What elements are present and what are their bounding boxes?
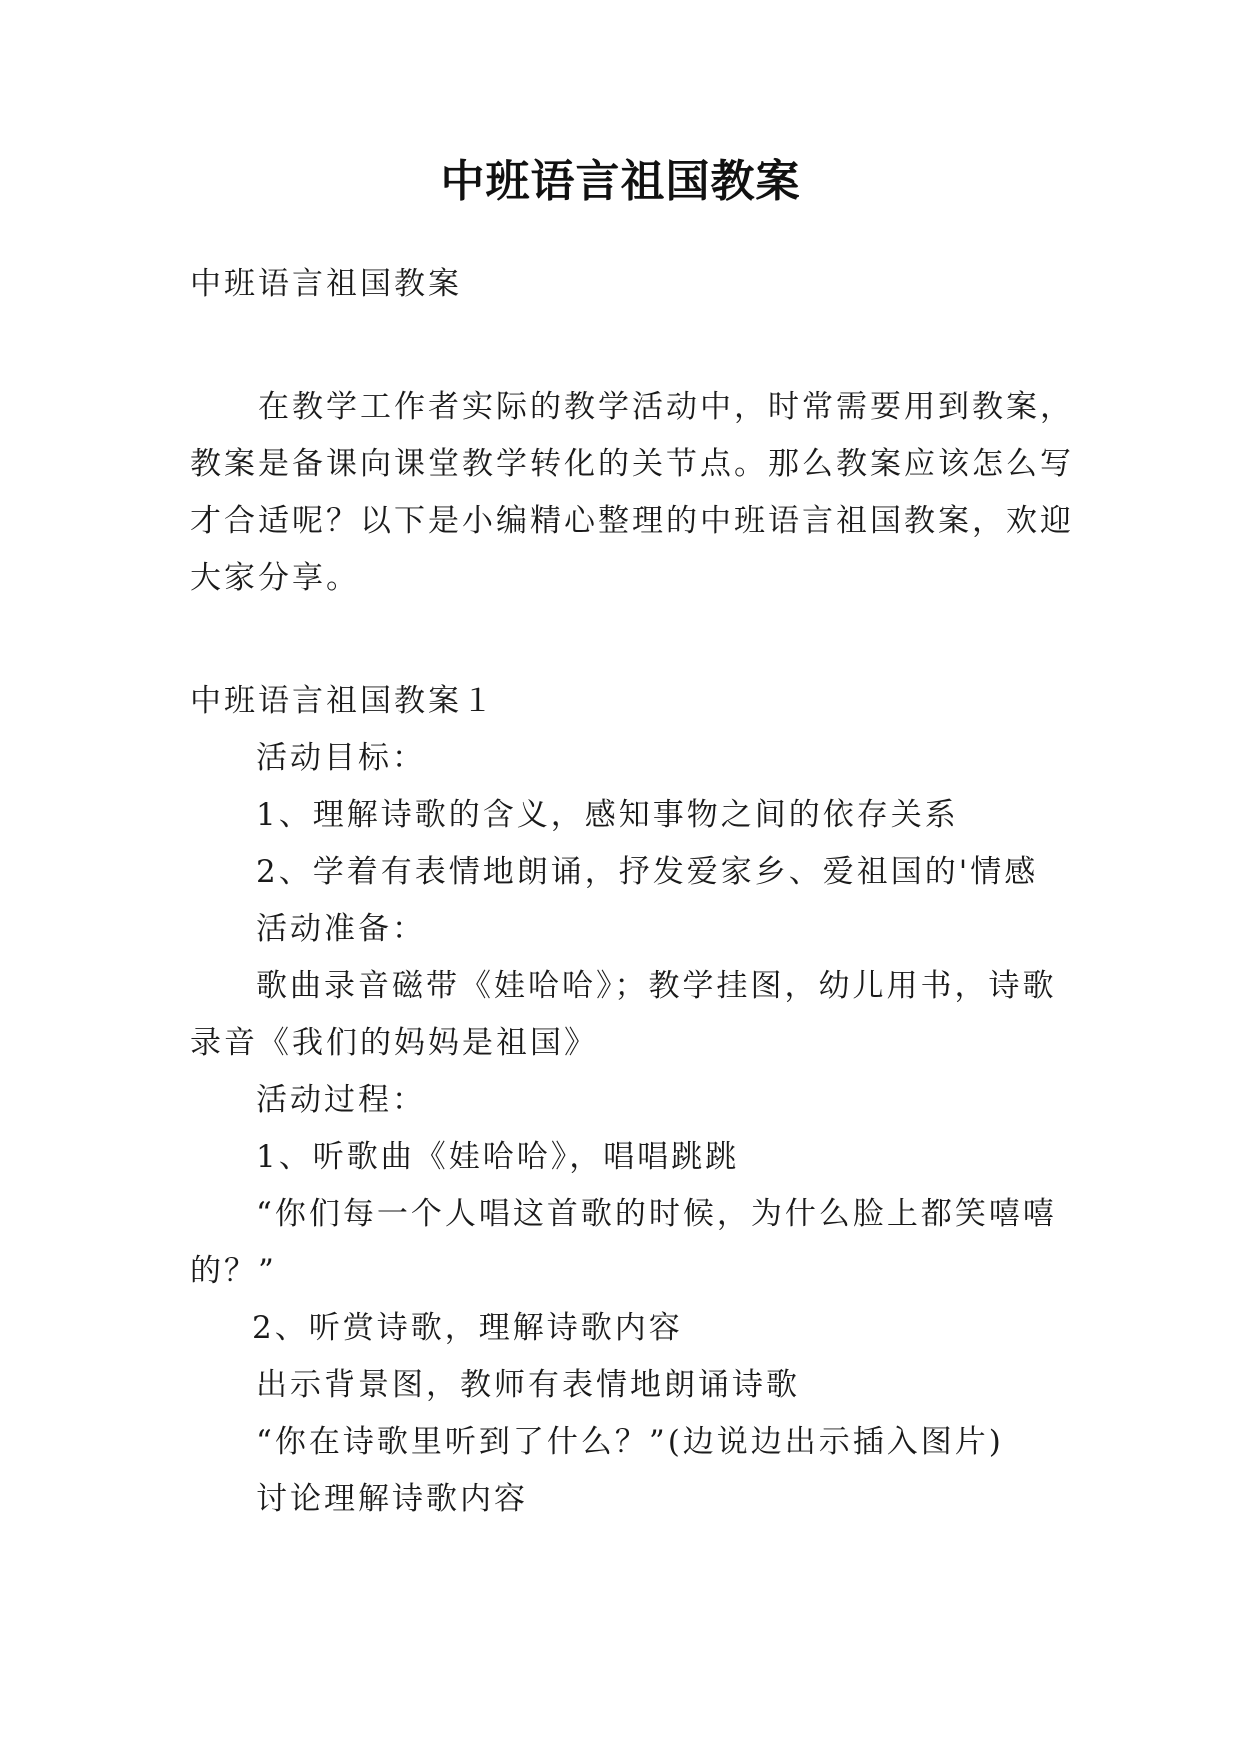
body-line: 讨论理解诗歌内容: [256, 1481, 528, 1517]
body-line: 1、听歌曲《娃哈哈》，唱唱跳跳: [256, 1139, 740, 1175]
intro-line: 才合适呢？以下是小编精心整理的中班语言祖国教案，欢迎: [190, 503, 1074, 539]
body-line: 活动目标：: [256, 740, 426, 776]
intro-line: 教案是备课向课堂教学转化的关节点。那么教案应该怎么写: [190, 446, 1074, 482]
subtitle-line: 中班语言祖国教案: [190, 266, 462, 302]
section-heading: 中班语言祖国教案１: [190, 683, 496, 719]
body-line: 出示背景图，教师有表情地朗诵诗歌: [256, 1367, 800, 1403]
body-line: 录音《我们的妈妈是祖国》: [190, 1025, 598, 1061]
body-line: “你在诗歌里听到了什么？”(边说边出示插入图片): [256, 1424, 1004, 1460]
body-line: “你们每一个人唱这首歌的时候，为什么脸上都笑嘻嘻: [256, 1196, 1057, 1232]
body-line: 活动过程：: [256, 1082, 426, 1118]
body-line: 2、听赏诗歌，理解诗歌内容: [252, 1310, 683, 1346]
intro-line: 在教学工作者实际的教学活动中，时常需要用到教案，: [258, 389, 1074, 425]
document-title: 中班语言祖国教案: [440, 156, 801, 207]
body-line: 歌曲录音磁带《娃哈哈》；教学挂图，幼儿用书，诗歌: [256, 968, 1057, 1004]
body-line: 2、学着有表情地朗诵，抒发爱家乡、爱祖国的'情感: [256, 854, 1039, 890]
body-line: 的？”: [190, 1253, 277, 1289]
body-line: 1、理解诗歌的含义，感知事物之间的依存关系: [256, 797, 959, 833]
body-line: 活动准备：: [256, 911, 426, 947]
intro-line: 大家分享。: [190, 560, 360, 596]
